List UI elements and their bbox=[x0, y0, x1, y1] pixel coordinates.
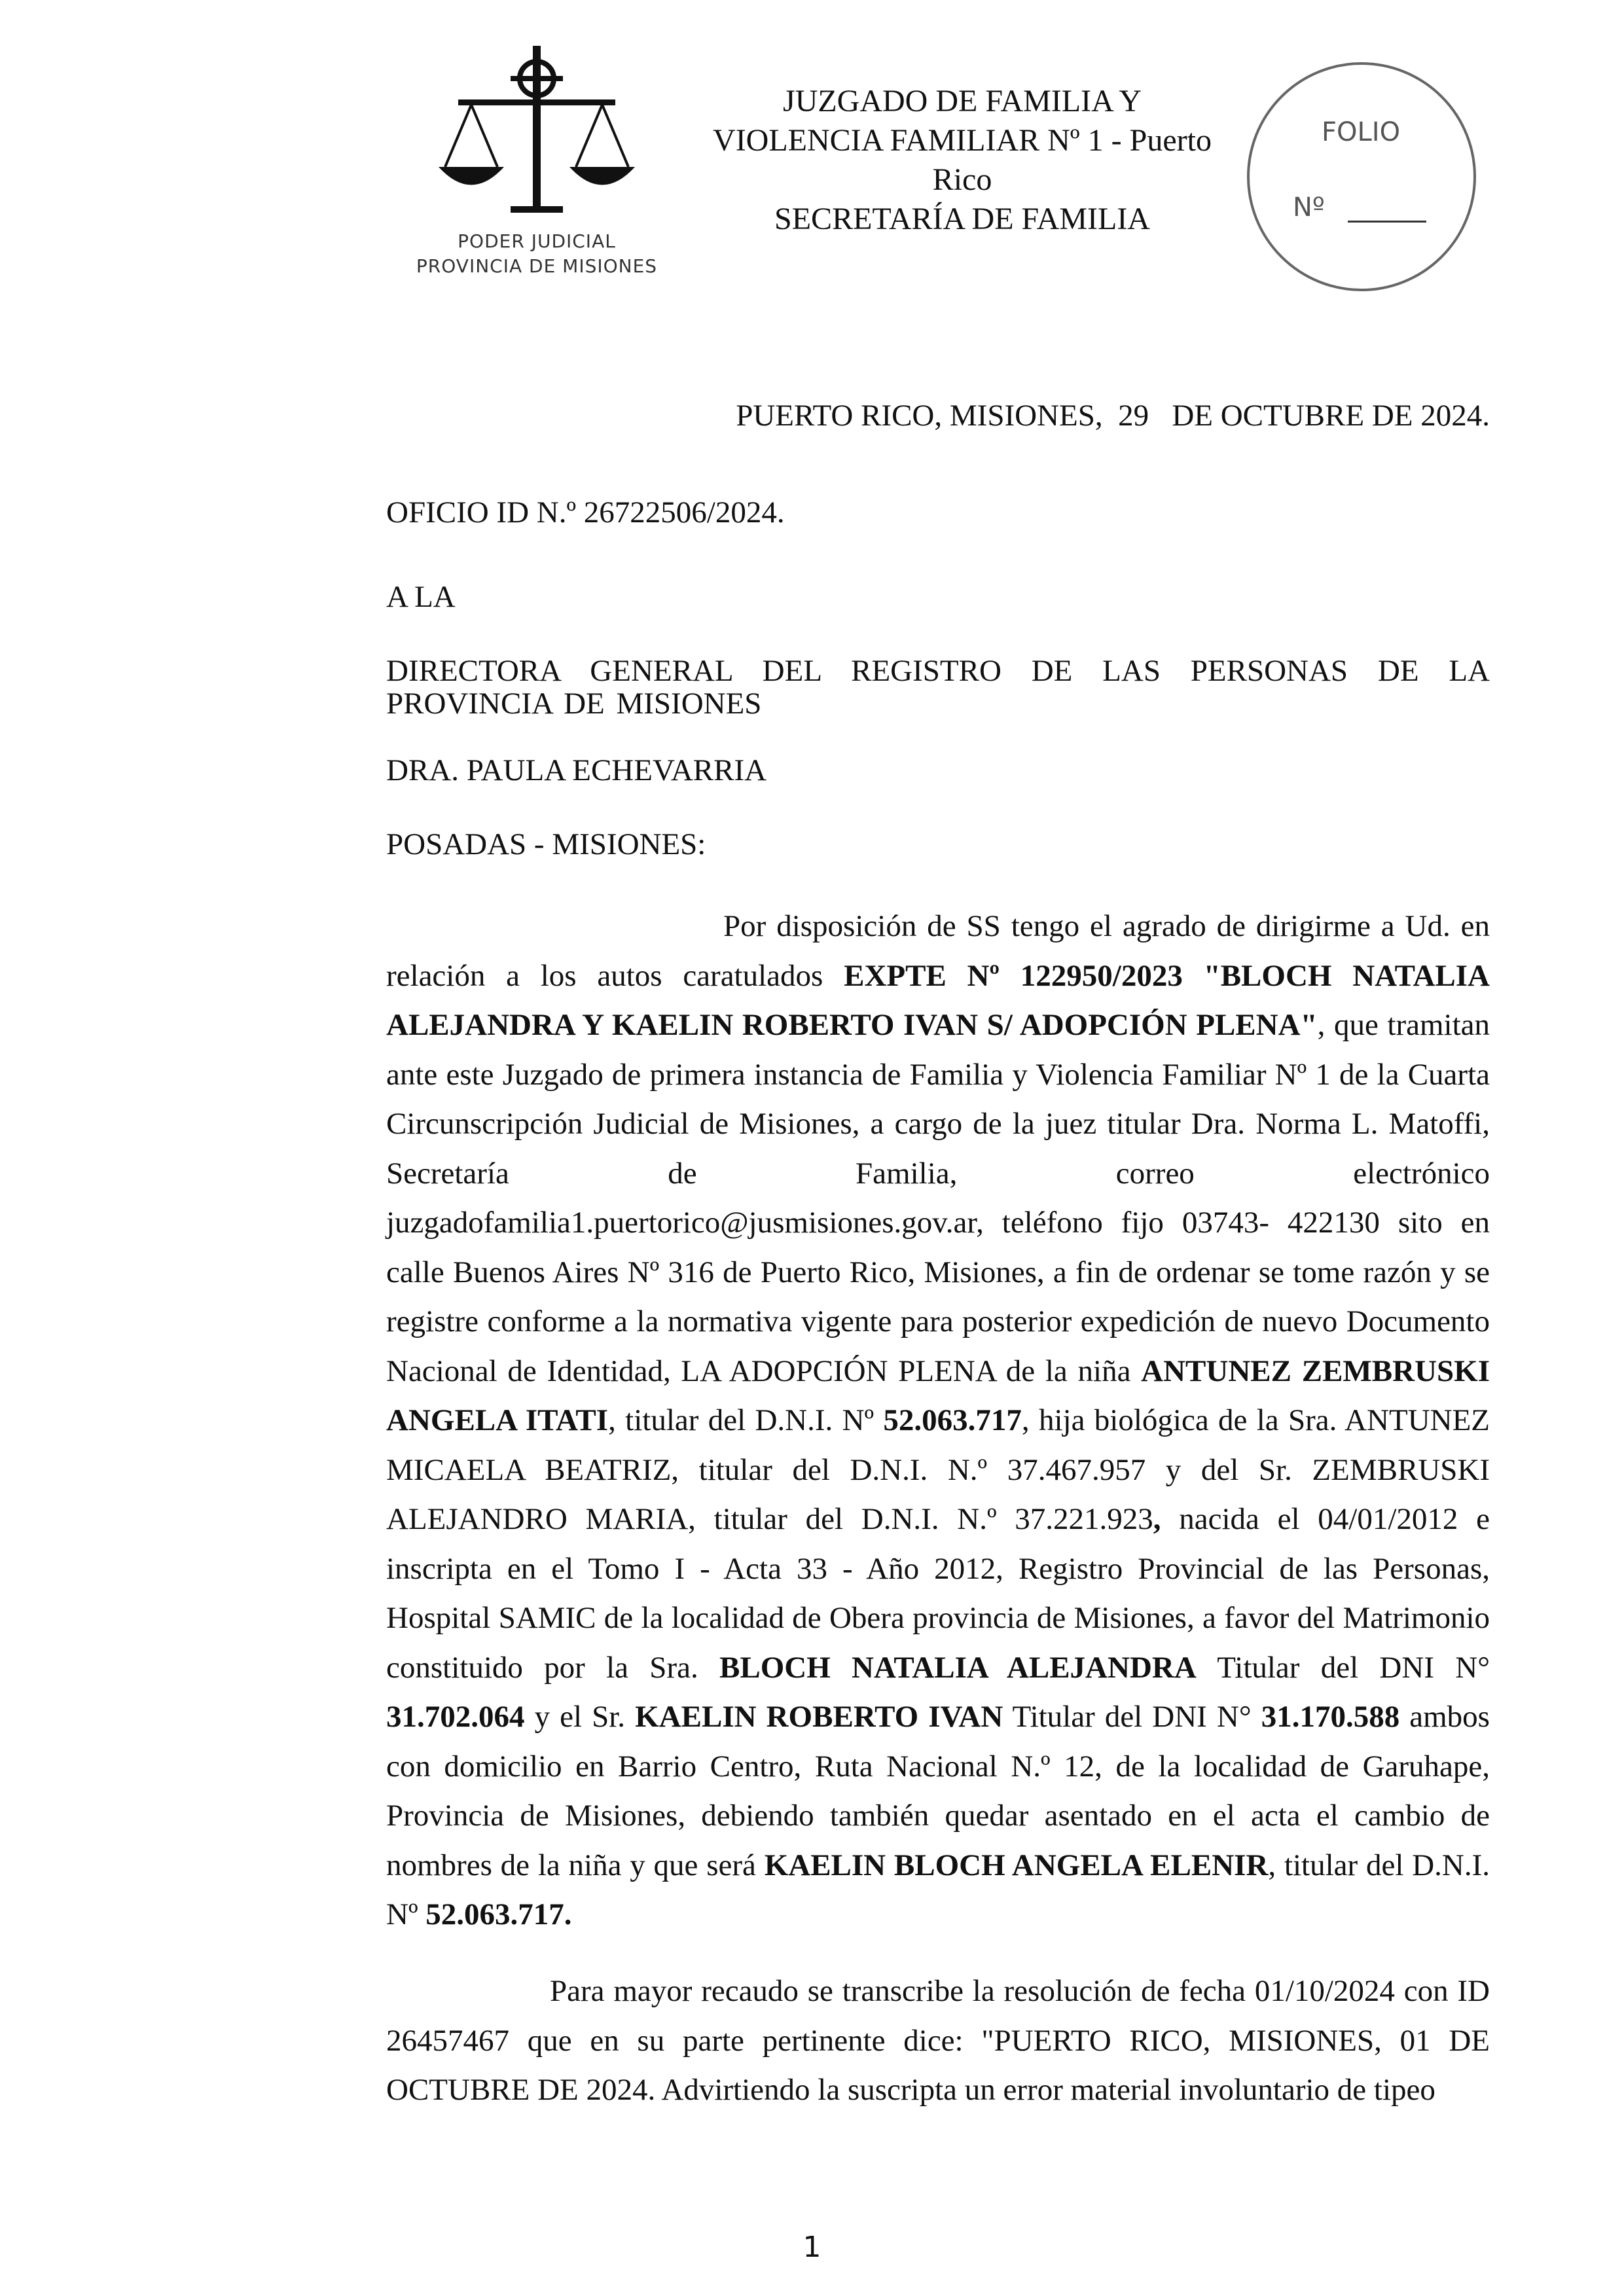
logo-text-line2: PROVINCIA DE MISIONES bbox=[416, 255, 658, 277]
p1-child-name: ANTUNEZ ZEMBRUSKI ANGELA ITATI bbox=[386, 1354, 1490, 1437]
court-header-line4: SECRETARÍA DE FAMILIA bbox=[774, 202, 1150, 236]
judicial-logo bbox=[393, 39, 681, 295]
p1-text-4: , hija biológica de la Sra. ANTUNEZ MICAELA BEATRIZ, titular del D.N.I. N.º 37.467.957 y del Sr. ZEMBRUSKI ALEJANDRO MARIA, titular del D.N.I. N.º 37.221.923 bbox=[386, 1403, 1490, 1536]
folio-number-label: Nº bbox=[1293, 192, 1325, 223]
p1-adopter-1-dni: 31.702.064 bbox=[386, 1700, 525, 1734]
p1-new-name: KAELIN BLOCH ANGELA ELENIR bbox=[764, 1848, 1269, 1882]
page-number: 1 bbox=[803, 2231, 821, 2264]
folio-stamp bbox=[1247, 62, 1476, 291]
addressee-office: DIRECTORA GENERAL DEL REGISTRO DE LAS PERSONAS DE LA PROVINCIA DE MISIONES bbox=[386, 654, 1490, 721]
body-paragraph-2: Para mayor recaudo se transcribe la resolución de fecha 01/10/2024 con ID 26457467 que en su parte pertinente dice: "PUERTO RICO, MISIONES, 01 DE OCTUBRE DE 2024. Advirtiendo la suscripta un error material involuntario de tipeo bbox=[386, 1974, 1490, 2107]
scales-of-justice-icon bbox=[432, 39, 641, 229]
p1-text-5: nacida el 04/01/2012 e inscripta en el Tomo I - Acta 33 - Año 2012, Registro Provincial de las Personas, Hospital SAMIC de la localidad de Obera provincia de Misiones, a favor del Matrimonio constituido por la Sra. bbox=[386, 1502, 1490, 1685]
p1-text-7: y el Sr. bbox=[524, 1700, 636, 1734]
folio-number-line bbox=[1348, 221, 1426, 223]
court-header bbox=[681, 82, 1244, 239]
p1-adopter-2-name: KAELIN ROBERTO IVAN bbox=[635, 1700, 1003, 1734]
court-header-line2: VIOLENCIA FAMILIAR Nº 1 - Puerto bbox=[713, 123, 1212, 158]
p1-text-8: Titular del DNI N° bbox=[1003, 1700, 1261, 1734]
p1-text-6: Titular del DNI N° bbox=[1196, 1650, 1490, 1685]
addressee-name: DRA. PAULA ECHEVARRIA bbox=[386, 753, 767, 787]
court-header-line1: JUZGADO DE FAMILIA Y bbox=[783, 84, 1142, 118]
p1-adopter-2-dni: 31.170.588 bbox=[1261, 1700, 1400, 1734]
p1-case-title: EXPTE Nº 122950/2023 "BLOCH NATALIA ALEJANDRA Y KAELIN ROBERTO IVAN S/ ADOPCIÓN PLENA" bbox=[386, 958, 1490, 1042]
p1-child-dni: 52.063.717 bbox=[883, 1403, 1022, 1437]
document-date: PUERTO RICO, MISIONES, 29 DE OCTUBRE DE 2024. bbox=[736, 399, 1490, 433]
addressee-place: POSADAS - MISIONES: bbox=[386, 827, 706, 861]
p1-adopter-1-name: BLOCH NATALIA ALEJANDRA bbox=[719, 1650, 1197, 1685]
p1-text-3: , titular del D.N.I. Nº bbox=[608, 1403, 884, 1437]
body-paragraph-1 bbox=[386, 902, 1490, 1940]
p1-comma: , bbox=[1153, 1502, 1161, 1536]
p1-text-1: Por disposición de SS tengo el agrado de dirigirme a Ud. en relación a los autos caratulados bbox=[386, 909, 1490, 993]
oficio-id: OFICIO ID N.º 26722506/2024. bbox=[386, 495, 785, 529]
p1-text-2: , que tramitan ante este Juzgado de primera instancia de Familia y Violencia Familiar Nº 1 de la Cuarta Circunscripción Judicial de Misiones, a cargo de la juez titular Dra. Norma L. Matoffi, Secretaría de Familia, correo electrónico juzgadofamilia1.puertorico@jusmisiones.gov.ar, teléfono fijo 03743- 422130 sito en calle Buenos Aires Nº 316 de Puerto Rico, Misiones, a fin de ordenar se tome razón y se registre conforme a la normativa vigente para posterior expedición de nuevo Documento Nacional de Identidad, LA ADOPCIÓN PLENA de la niña bbox=[386, 1008, 1490, 1388]
p1-text-9: ambos con domicilio en Barrio Centro, Ruta Nacional N.º 12, de la localidad de Garuhape, Provincia de Misiones, debiendo también quedar asentado en el acta el cambio de nombres de la niña y que será bbox=[386, 1700, 1490, 1882]
folio-label: FOLIO bbox=[1322, 117, 1401, 147]
p1-text-10: , titular del D.N.I. Nº bbox=[386, 1848, 1490, 1931]
court-header-line3: Rico bbox=[932, 162, 992, 197]
logo-text-line1: PODER JUDICIAL bbox=[458, 230, 616, 252]
p1-new-dni: 52.063.717. bbox=[425, 1897, 572, 1931]
addressee-to: A LA bbox=[386, 580, 456, 614]
